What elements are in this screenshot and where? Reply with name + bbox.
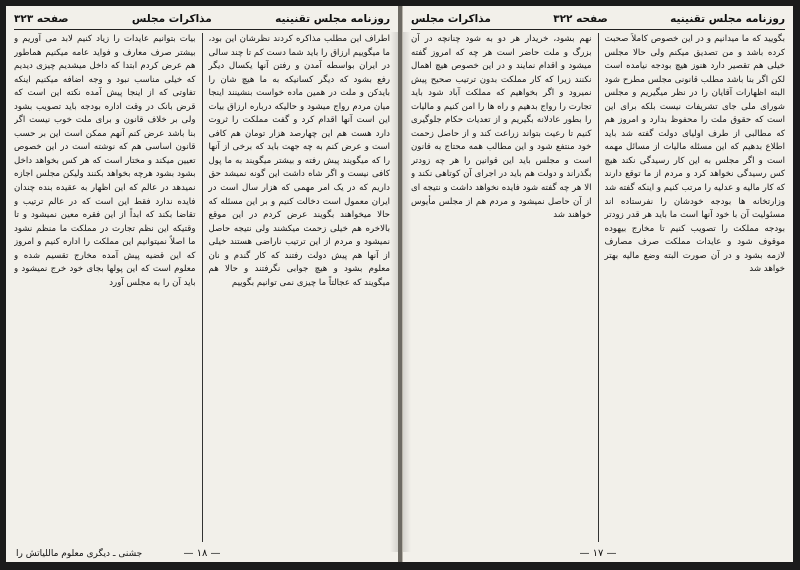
left-running-title: مذاکرات مجلس: [131, 13, 212, 25]
left-page-label: صفحه ۳۲۳: [14, 13, 69, 25]
right-page-columns: [411, 33, 785, 542]
right-page: [402, 6, 793, 562]
right-header-rule: [411, 29, 785, 30]
left-page-number: — ۱۸ —: [183, 548, 221, 559]
left-page-right-column: [203, 33, 391, 542]
left-page-right-column-text: اطراف این مطلب مذاکره کردند نظرشان این بود، ما میگوییم ارزاق را باید شما دست کم تا چند سالی در ایران بواسطه آمدن و رفتن آنها یکسال دیگر رفع بشود که دیگر کسانیکه به ما هیچ شان را بایدکن و ملت در همین ماده خواست بنشینند اینجا میان مردم رواج میشود و حالیکه درباره ارزاق بیات این است آنها اقدام کرد و گفت مملکت را ثروت دارد هست هم این چهارصد هزار تومان هم کافی است و عرض کنم به چه جهت باید که برخی از آنها را که میگویند پیش رفته و بیشتر میگویند به ما پول کافی نیست و اگر شاه داشت این گونه نمیشد حق داریم که در یک امر مهمی که هزار سال است در ایران معمول است دخالت کنیم و بر این مسئله که حالا میخواهند بگویند عرض کردم در این موقع بالاخره هم خیلی زحمت میکشند ولی نتیجه حاصل نمیشود و مردم از این ترتیب ناراضی هستند خیلی از آنها هم پیش دولت رفتند که کار گندم و نان معلوم بشود و هیچ جوابی نگرفتند و حالا هم میگویند که عجالتاً ما چیزی نمی توانیم بگوییم: [208, 34, 390, 288]
left-page-left-column-text: بیات بتوانیم عایدات را زیاد کنیم لابد می آوریم و بیشتر صرف معارف و فواید عامه میکنیم هماطور هم عرض کردم ابتدا که داخل میشدیم چیزی دیدیم که خیلی مناسب نبود و وجه اضافه میکنیم اینکه تفاوتی که از اینجا پیش آمده نکته این است که قرض بانک در وقت اداره بودجه باید تصویب بشود ولی بر خلاف قانون و برای ملت خوب نیست اگر بنا باشد عرض کنم آنهم ممکن است این بر حسب قانون اساسی هم که نوشته است در این خصوص تعیین میکند و مختار است که هر کس بخواهد داخل بشود بشود هرچه بخواهد بکنند ولیکن مجلس اجازه نمیدهد در عالم که این اظهار به عقیده بنده چندان فایده ندارد فقط این است که در عالم ترتیب و تقاضا بکند که ابداً از این فقره معین نمیشود و تا وقتیکه این نظم تجارت در مملکت ما منظم نشود ما اصلاً نمیتوانیم این مملکت را اداره کنیم و امروز که این قضیه پیش آمده مخارج تقسیم شده و معلوم است که این پولها بجای خود خرج نمیشود و باید آن را به مجلس آورد: [14, 34, 196, 288]
left-footer-note: جشنی ـ دیگری معلوم ماللیاتش را: [16, 549, 143, 559]
right-page-left-column: [411, 33, 598, 542]
right-page-label: صفحه ۳۲۲: [553, 13, 608, 25]
right-paper-title: روزنامه مجلس تقنینیه: [670, 13, 785, 25]
left-page-columns: [14, 33, 390, 542]
right-running-title: مذاکرات مجلس: [411, 13, 491, 25]
right-page-right-column-text: بگویید که ما میدانیم و در این خصوص کاملاً صحبت کرده باشد و من تصدیق میکنم ولی حالا مجلس خیلی هم تقصیر دارد هنوز هیچ بودجه نیامده است لکن اگر بنا باشد مطلب قانونی مجلس مطرح شود البته اظهارات آقایان را در نظر میگیریم و مجلس شورای ملی جای تشریفات نیست بلکه برای این است که حقوق ملت را محفوظ بدارد و امروز هم که مطالبی از طرف اولیای دولت گفته شد باید اطلاع بدهیم که این مسئله مالیات از مسائل مهمه است و اگر مجلس به این کار رسیدگی نکند هیچ کس رسیدگی نخواهد کرد و مردم از ما توقع دارند که کار مالیه و عدلیه را مرتب کنیم و اینکه گفته شد وزارتخانه ها بودجه خودشان را نفرستاده اند مسئولیت آن با خود آنها است ما باید هر قدر زودتر بودجه مملکت را تصویب کنیم تا مخارج بیهوده موقوف شود و عایدات مملکت صرف مصارف لازمه بشود و در آن صورت البته وضع مالیه بهتر خواهد شد: [604, 34, 785, 275]
left-paper-title: روزنامه مجلس تقنینیه: [275, 13, 390, 25]
left-page-header: [14, 10, 390, 28]
right-page-right-column: [599, 33, 786, 542]
left-header-rule: [14, 29, 390, 30]
left-page-left-column: [14, 33, 202, 542]
right-page-number: — ۱۷ —: [579, 548, 617, 559]
left-page-gutter-shadow: [390, 32, 398, 552]
open-book: [6, 6, 792, 562]
right-page-gutter-shadow: [403, 32, 411, 552]
right-page-header: [411, 10, 785, 28]
right-page-left-column-text: نهم بشود، خریدار هر دو به شود چنانچه در آن بزرگ و ملت حاضر است هر چه که امروز گفته میشود و اقدام نمایند و در این خصوص هیچ اهمال نکنند زیرا که کار مملکت بدون ترتیب صحیح پیش نمیرود و اگر بخواهیم که مملکت آباد شود باید تجارت را رواج بدهیم و راه ها را امن کنیم و مالیات را بطور عادلانه بگیریم و از تعدیات حکام جلوگیری کنیم تا رعیت بتواند زراعت کند و از حاصل زحمت خود منتفع شود و این مطالب همه محتاج به قانون است و مجلس باید این قوانین را هر چه زودتر بگذراند و دولت هم باید در اجرای آن کوتاهی نکند و الا هر چه گفته شود فایده نخواهد داشت و نتیجه ای از آن حاصل نمیشود و مردم هم از مجلس مأیوس خواهند شد: [411, 34, 592, 221]
left-page: [6, 6, 399, 562]
